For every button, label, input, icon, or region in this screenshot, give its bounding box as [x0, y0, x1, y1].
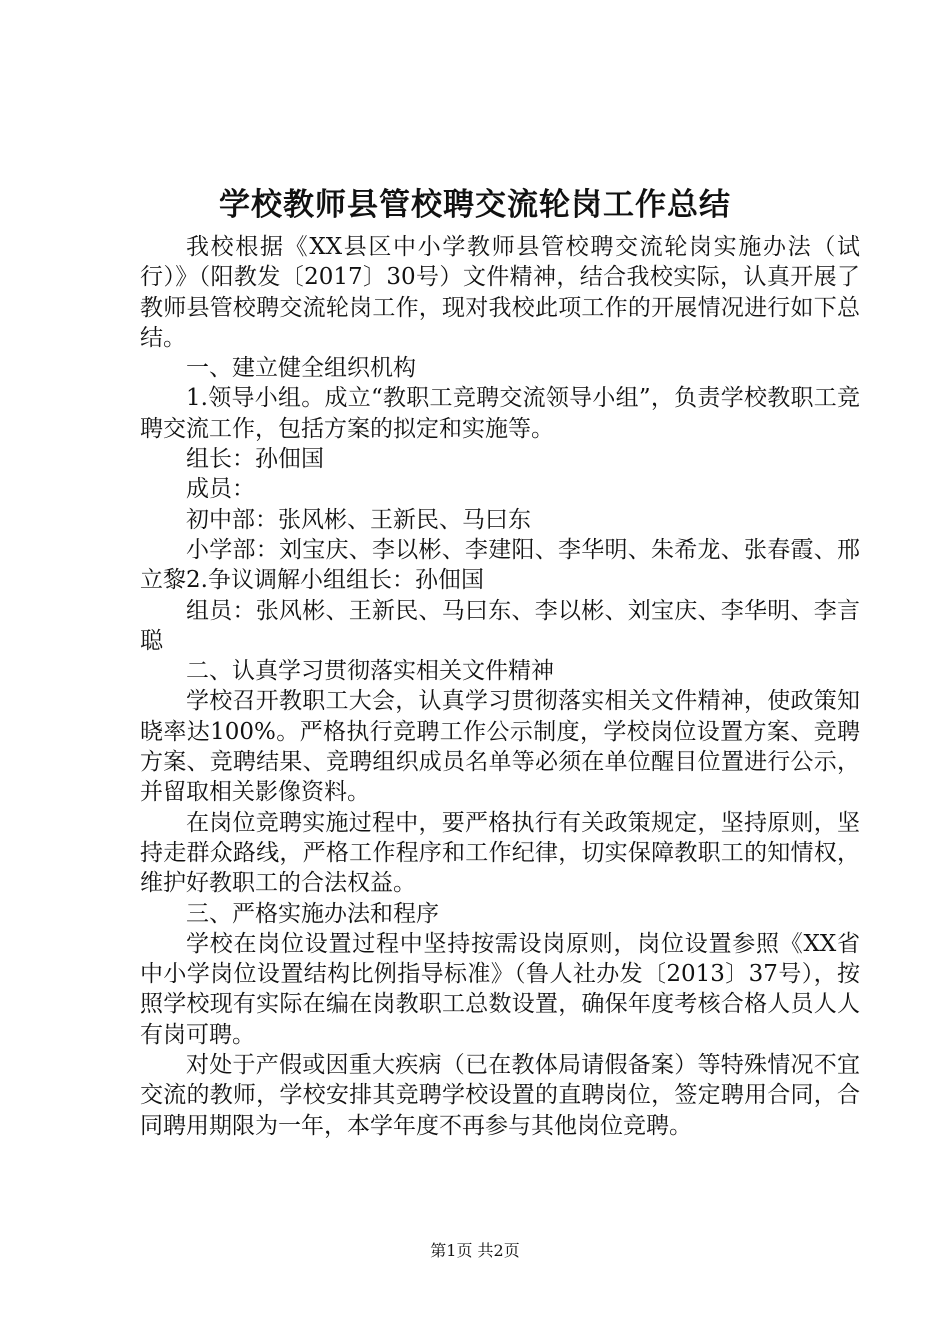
- document-title: 学校教师县管校聘交流轮岗工作总结: [219, 187, 731, 223]
- section-heading-1: 一、建立健全组织机构: [186, 355, 416, 382]
- section-heading-3: 三、严格实施办法和程序: [186, 900, 439, 927]
- paragraph-primary-members: 小学部：刘宝庆、李以彬、李建阳、李华明、朱希龙、张春霞、邢立黎2.争议调解小组组长：孙佃国: [140, 536, 860, 594]
- section-heading-2: 二、认真学习贯彻落实相关文件精神: [186, 658, 554, 685]
- paragraph-junior-members: 初中部：张风彬、王新民、马曰东: [186, 506, 531, 533]
- paragraph-group-leader: 组长：孙佃国: [186, 446, 324, 473]
- page-indicator: 第1页 共2页: [430, 1241, 520, 1260]
- paragraph-implementation: 在岗位竞聘实施过程中，要严格执行有关政策规定，坚持原则，坚持走群众路线，严格工作程序和工作纪律，切实保障教职工的知情权，维护好教职工的合法权益。: [140, 809, 860, 897]
- paragraph-leading-group: 1.领导小组。成立“教职工竞聘交流领导小组”，负责学校教职工竞聘交流工作，包括方案的拟定和实施等。: [140, 385, 860, 442]
- paragraph-members-label: 成员：: [186, 476, 255, 503]
- document-body: [140, 232, 860, 1141]
- paragraph-special-cases: 对处于产假或因重大疾病（已在教体局请假备案）等特殊情况不宜交流的教师，学校安排其竞聘学校设置的直聘岗位，签定聘用合同，合同聘用期限为一年，本学年度不再参与其他岗位竞聘。: [140, 1052, 860, 1139]
- paragraph-staff-meeting: 学校召开教职工大会，认真学习贯彻落实相关文件精神，使政策知晓率达100%。严格执行竞聘工作公示制度，学校岗位设置方案、竞聘方案、竞聘结果、竞聘组织成员名单等必须在单位醒目位置进行公示，并留取相关影像资料。: [140, 688, 860, 806]
- paragraph-post-setting: 学校在岗位设置过程中坚持按需设岗原则，岗位设置参照《XX省中小学岗位设置结构比例指导标准》（鲁人社办发〔2013〕37号），按照学校现有实际在编在岗教职工总数设置，确保年度考核合格人员人人有岗可聘。: [140, 930, 860, 1048]
- paragraph-mediation-members: 组员：张风彬、王新民、马曰东、李以彬、刘宝庆、李华明、李言聪: [140, 597, 860, 654]
- paragraph-intro: 我校根据《XX县区中小学教师县管校聘交流轮岗实施办法（试行）》（阳教发〔2017〕30号）文件精神，结合我校实际，认真开展了教师县管校聘交流轮岗工作，现对我校此项工作的开展情况进行如下总结。: [140, 234, 860, 351]
